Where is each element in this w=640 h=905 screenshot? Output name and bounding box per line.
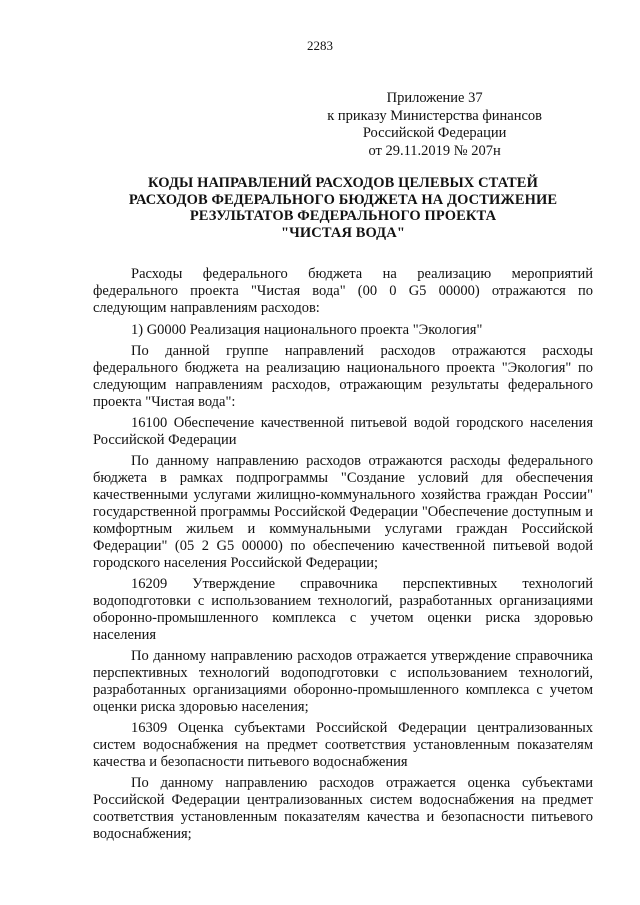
- title-line: КОДЫ НАПРАВЛЕНИЙ РАСХОДОВ ЦЕЛЕВЫХ СТАТЕЙ: [148, 175, 538, 191]
- paragraph: По данному направлению расходов отражается оценка субъектами Российской Федерации централизованных систем водоснабжения на предмет соответствия установленным показателям качества и безопасности питьевого водоснабжения;: [93, 775, 593, 842]
- paragraph: 16209 Утверждение справочника перспективных технологий водоподготовки с использованием технологий, разработанных организациями оборонно-промышленного комплекса с учетом оценки риска здоровью населения: [93, 576, 593, 643]
- title-line: РЕЗУЛЬТАТОВ ФЕДЕРАЛЬНОГО ПРОЕКТА: [189, 208, 497, 224]
- title-line: РАСХОДОВ ФЕДЕРАЛЬНОГО БЮДЖЕТА НА ДОСТИЖЕНИЕ: [128, 191, 558, 208]
- appendix-line: Приложение 37: [386, 90, 483, 106]
- appendix-block: [327, 90, 542, 160]
- appendix-line: к приказу Министерства финансов: [327, 107, 542, 124]
- paragraph: 16100 Обеспечение качественной питьевой водой городского населения Российской Федерации: [93, 415, 593, 448]
- document-title: [60, 175, 626, 241]
- paragraph: 1) G0000 Реализация национального проекта "Экология": [131, 322, 483, 338]
- appendix-line: Российской Федерации: [362, 125, 507, 141]
- page-number: 2283: [307, 38, 333, 53]
- paragraph: По данному направлению расходов отражается утверждение справочника перспективных технологий водоподготовки с использованием технологий, разработанных организациями оборонно-промышленного комплекса с учетом оценки риска здоровью населения;: [93, 648, 593, 715]
- paragraph: По данной группе направлений расходов отражаются расходы федерального бюджета на реализацию национального проекта "Экология" по следующим направлениям расходов, отражающим результаты федерального проекта "Чистая вода":: [93, 343, 593, 410]
- paragraph: 16309 Оценка субъектами Российской Федерации централизованных систем водоснабжения на предмет соответствия установленным показателям качества и безопасности питьевого водоснабжения: [93, 720, 593, 770]
- document-body: [93, 266, 593, 847]
- appendix-line: от 29.11.2019 № 207н: [368, 142, 501, 159]
- title-line: "ЧИСТАЯ ВОДА": [281, 224, 405, 241]
- paragraph: По данному направлению расходов отражаются расходы федерального бюджета в рамках подпрограммы "Создание условий для обеспечения качественными услугами жилищно-коммунального хозяйства граждан России" государственной программы Российской Федерации "Обеспечение доступным и комфортным жильем и коммунальными услугами граждан Российской Федерации" (05 2 G5 00000) по обеспечению качественной питьевой водой городского населения Российской Федерации;: [93, 453, 593, 571]
- paragraph: Расходы федерального бюджета на реализацию мероприятий федерального проекта "Чистая вода" (00 0 G5 00000) отражаются по следующим направлениям расходов:: [93, 266, 593, 316]
